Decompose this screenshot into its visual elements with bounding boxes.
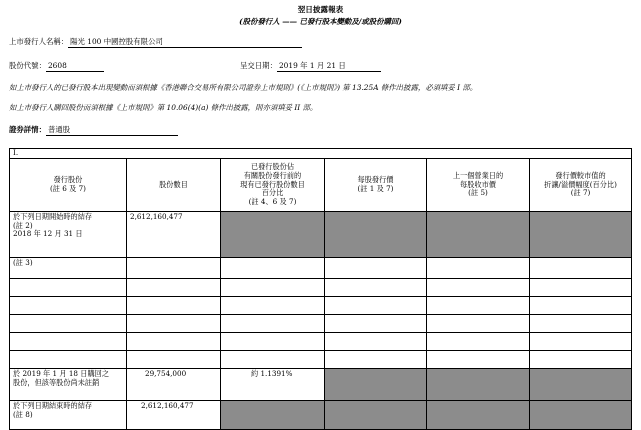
note-three-label: (註 3) — [10, 258, 127, 279]
empty-cell — [427, 333, 530, 351]
empty-cell — [530, 315, 632, 333]
empty-cell — [427, 279, 530, 297]
shaded-cell — [530, 369, 632, 401]
issuer-name-value: 陽光 100 中國控股有限公司 — [68, 38, 302, 48]
table-header-row — [10, 159, 632, 212]
empty-cell — [127, 258, 221, 279]
note-part-two: 如上市發行人購回股份而須根據《上市規則》第 10.06(4)(a) 條作出披露，則亦須填妥 II 部。 — [9, 103, 318, 112]
form-subtitle: (股份發行人 —— 已發行股本變動及/或股份購回) — [239, 17, 402, 26]
empty-cell — [221, 258, 325, 279]
note-part-one: 如上市發行人的已發行股本出現變動而須根據《香港聯合交易所有限公司證券上市規則》(《上市規則》) 第 13.25A 條作出披露，必須填妥 I 部。 — [9, 83, 478, 92]
submit-date-value: 2019 年 1 月 21 日 — [277, 62, 381, 72]
table-row — [10, 315, 632, 333]
empty-cell — [127, 351, 221, 369]
issuer-name-row — [9, 38, 302, 48]
table-section-row — [10, 149, 632, 159]
empty-cell — [127, 297, 221, 315]
repurchase-percent: 約 1.1391% — [221, 369, 325, 401]
empty-cell — [10, 351, 127, 369]
empty-cell — [325, 258, 427, 279]
table-row — [10, 351, 632, 369]
closing-balance-label: 於下列日期結束時的結存 (註 8) — [10, 401, 127, 430]
form-title: 翌日披露報表 — [297, 5, 344, 14]
header-percentage: 已發行股份佔 有關股份發行前的 現有已發行股份數目 百分比 (註 4、6 及 7) — [221, 159, 325, 212]
opening-balance-shares: 2,612,160,477 — [127, 212, 221, 258]
empty-cell — [325, 333, 427, 351]
empty-cell — [221, 351, 325, 369]
table-row — [10, 258, 632, 279]
shaded-cell — [325, 401, 427, 430]
shaded-cell — [530, 212, 632, 258]
submit-date-row — [240, 62, 381, 72]
shaded-cell — [530, 401, 632, 430]
shaded-cell — [221, 212, 325, 258]
closing-balance-shares: 2,612,160,477 — [127, 401, 221, 430]
empty-cell — [10, 333, 127, 351]
table-row — [10, 279, 632, 297]
empty-cell — [427, 351, 530, 369]
table-row — [10, 333, 632, 351]
opening-balance-label: 於下列日期開始時的結存 (註 2) 2018 年 12 月 31 日 — [10, 212, 127, 258]
empty-cell — [221, 315, 325, 333]
stock-code-label: 股份代號： — [9, 61, 46, 70]
issuer-name-label: 上市發行人名稱： — [9, 37, 69, 46]
header-shares-issued: 發行股份 (註 6 及 7) — [10, 159, 127, 212]
stock-code-row — [9, 62, 104, 72]
empty-cell — [427, 258, 530, 279]
shaded-cell — [427, 401, 530, 430]
section-label: I. — [10, 149, 632, 159]
empty-cell — [10, 297, 127, 315]
empty-cell — [325, 297, 427, 315]
empty-cell — [530, 258, 632, 279]
empty-cell — [530, 333, 632, 351]
share-capital-table — [9, 148, 632, 430]
empty-cell — [127, 279, 221, 297]
shaded-cell — [427, 212, 530, 258]
shaded-cell — [325, 369, 427, 401]
empty-cell — [221, 333, 325, 351]
empty-cell — [221, 279, 325, 297]
empty-cell — [325, 279, 427, 297]
empty-cell — [10, 279, 127, 297]
empty-cell — [530, 351, 632, 369]
empty-cell — [325, 351, 427, 369]
submit-date-label: 呈交日期： — [240, 61, 277, 70]
empty-cell — [427, 297, 530, 315]
shaded-cell — [221, 401, 325, 430]
empty-cell — [530, 279, 632, 297]
stock-code-value: 2608 — [46, 62, 104, 72]
empty-cell — [325, 315, 427, 333]
shaded-cell — [325, 212, 427, 258]
securities-label: 證券詳情： — [9, 125, 46, 134]
empty-cell — [427, 315, 530, 333]
shaded-cell — [427, 369, 530, 401]
empty-cell — [127, 333, 221, 351]
table-row — [10, 401, 632, 430]
repurchase-label: 於 2019 年 1 月 18 日購回之 股份，但該等股份尚未註銷 — [10, 369, 127, 401]
table-row — [10, 212, 632, 258]
empty-cell — [221, 297, 325, 315]
securities-row — [9, 126, 178, 136]
table-row — [10, 297, 632, 315]
header-share-count: 股份數目 — [127, 159, 221, 212]
header-closing-price: 上一個營業日的 每股收市價 (註 5) — [427, 159, 530, 212]
empty-cell — [530, 297, 632, 315]
empty-cell — [10, 315, 127, 333]
repurchase-shares: 29,754,000 — [127, 369, 221, 401]
header-discount-premium: 發行價較市值的 折讓/溢價幅度(百分比) (註 7) — [530, 159, 632, 212]
empty-cell — [127, 315, 221, 333]
table-row — [10, 369, 632, 401]
securities-value: 普通股 — [46, 126, 178, 136]
header-issue-price: 每股發行價 (註 1 及 7) — [325, 159, 427, 212]
